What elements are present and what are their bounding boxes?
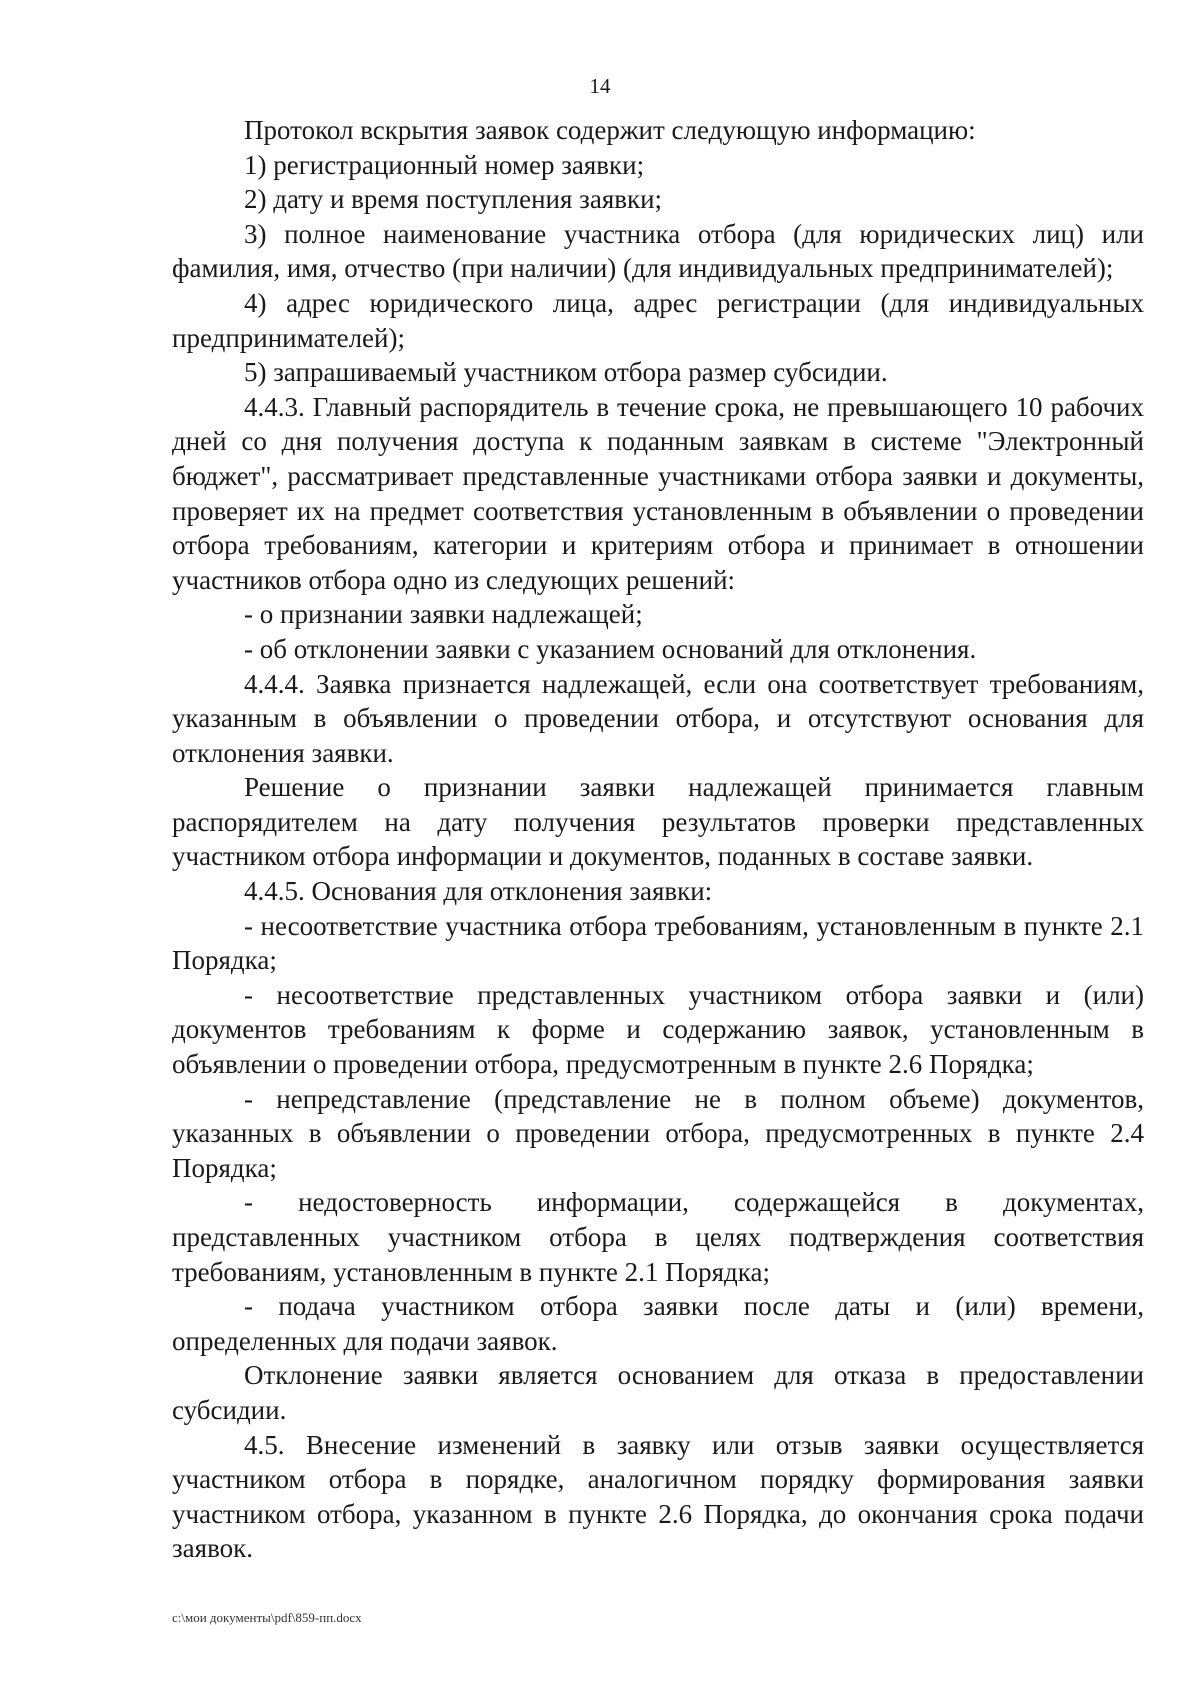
paragraph-reason-2: - несоответствие представленных участником отбора заявки и (или) документов требованиям к форме и содержанию заявок, установленным в объявлении о проведении отбора, предусмотренным в пункте 2.6 Порядка; — [172, 979, 1144, 1080]
paragraph-reason-4: - недостоверность информации, содержащейся в документах, представленных участником отбора в целях подтверждения соответствия требованиям, установленным в пункте 2.1 Порядка; — [172, 1187, 1144, 1287]
paragraph-reason-3: - непредставление (представление не в полном объеме) документов, указанных в объявлении о проведении отбора, предусмотренных в пункте 2.4 Порядка; — [172, 1083, 1144, 1183]
footer-file-path: c:\мои документы\pdf\859-пп.docx — [172, 1610, 362, 1625]
paragraph-4-5: 4.5. Внесение изменений в заявку или отзыв заявки осуществляется участником отбора в порядке, аналогичном порядку формирования заявки участником отбора, указанном в пункте 2.6 Порядка, до окончания срока подачи заявок. — [172, 1429, 1144, 1564]
paragraph-item-5: 5) запрашиваемый участником отбора размер субсидии. — [244, 357, 888, 388]
paragraph-decision-timing: Решение о признании заявки надлежащей принимается главным распорядителем на дату получения результатов проверки представленных участником отбора информации и документов, поданных в составе заявки. — [172, 772, 1144, 872]
paragraph-decision-reject: - об отклонении заявки с указанием оснований для отклонения. — [244, 633, 977, 664]
paragraph-item-1: 1) регистрационный номер заявки; — [244, 149, 645, 180]
paragraph-decision-accept: - о признании заявки надлежащей; — [244, 599, 643, 630]
paragraph-item-3: 3) полное наименование участника отбора (для юридических лиц) или фамилия, имя, отчество (при наличии) (для индивидуальных предпринимателей); — [172, 218, 1144, 284]
paragraph-reason-1: - несоответствие участника отбора требованиям, установленным в пункте 2.1 Порядка; — [172, 910, 1144, 976]
document-body — [172, 113, 1144, 1566]
paragraph-item-4: 4) адрес юридического лица, адрес регистрации (для индивидуальных предпринимателей); — [172, 287, 1144, 353]
paragraph-reason-5: - подача участником отбора заявки после даты и (или) времени, определенных для подачи заявок. — [172, 1291, 1144, 1356]
paragraph-4-4-3: 4.4.3. Главный распорядитель в течение срока, не превышающего 10 рабочих дней со дня получения доступа к поданным заявкам в системе "Электронный бюджет", рассматривает представленные участниками отбора заявки и документы, проверяет их на предмет соответствия установленным в объявлении о проведении отбора требованиям, категории и критериям отбора и принимает в отношении участников отбора одно из следующих решений: — [172, 391, 1144, 595]
page-number: 14 — [589, 74, 611, 98]
paragraph-item-2: 2) дату и время поступления заявки; — [244, 184, 663, 215]
paragraph-rejection-consequence: Отклонение заявки является основанием для отказа в предоставлении субсидии. — [172, 1360, 1144, 1425]
paragraph-4-4-4: 4.4.4. Заявка признается надлежащей, если она соответствует требованиям, указанным в объявлении о проведении отбора, и отсутствуют основания для отклонения заявки. — [172, 668, 1144, 768]
paragraph-4-4-5: 4.4.5. Основания для отклонения заявки: — [244, 876, 713, 907]
paragraph-protocol-intro: Протокол вскрытия заявок содержит следующую информацию: — [244, 115, 976, 145]
